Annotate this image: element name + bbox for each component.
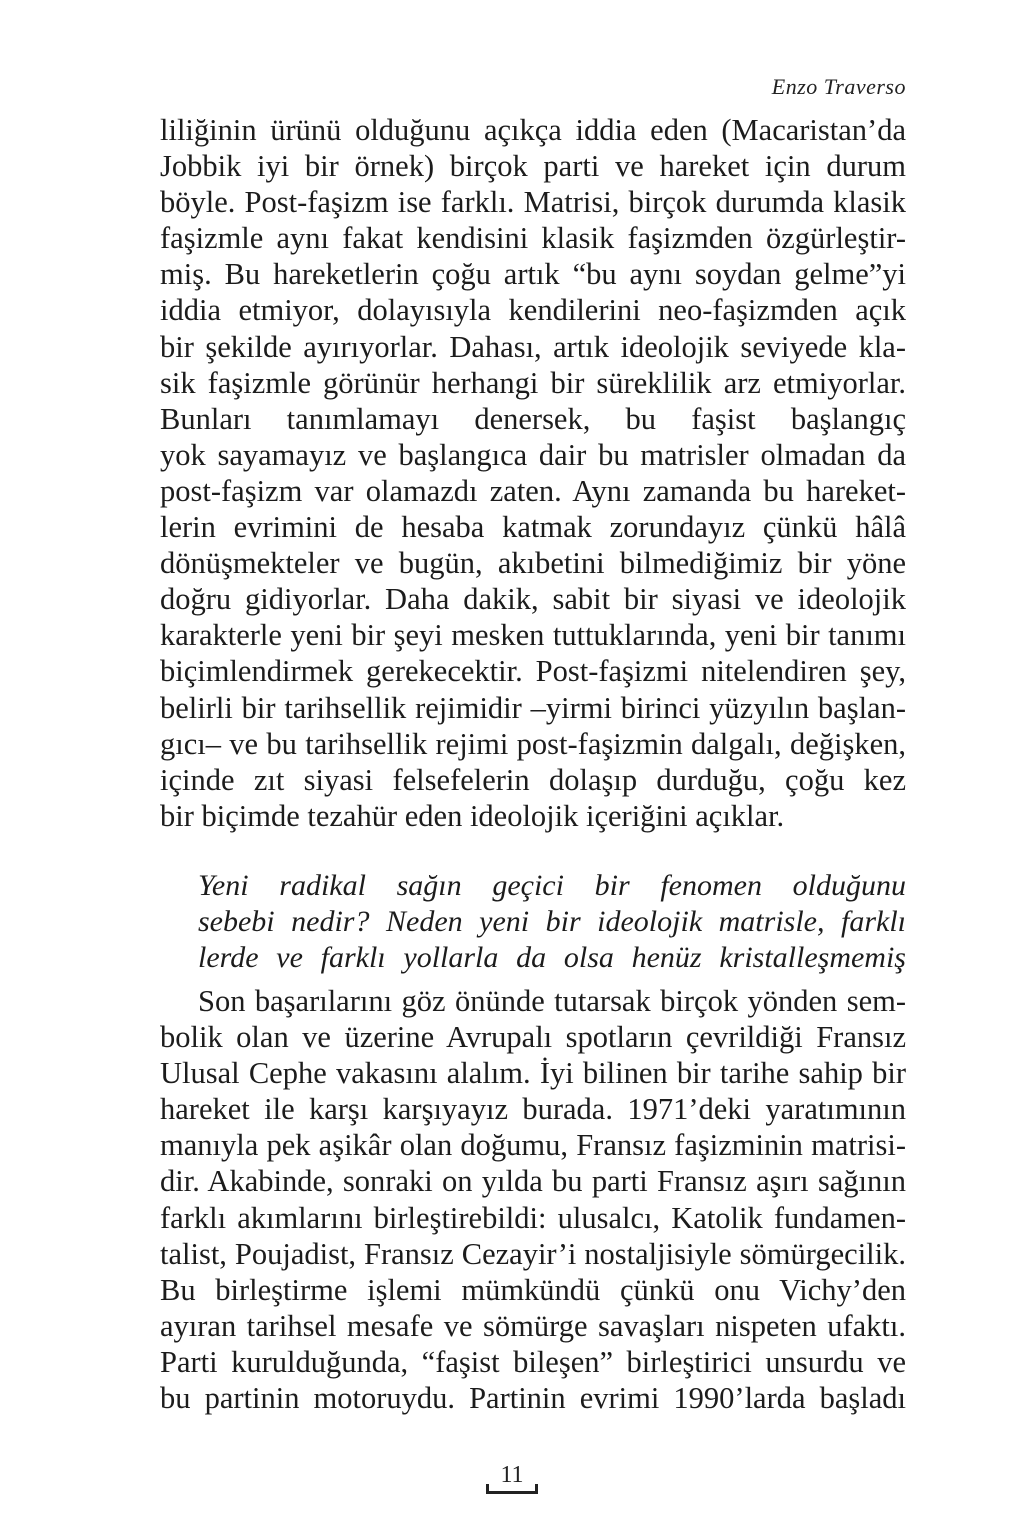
page-number: 11: [486, 1462, 537, 1494]
text-line: Bunları tanımlamayı denersek, bu faşist başlangıç: [160, 401, 906, 436]
text-line: talist, Poujadist, Fransız Cezayir’i nostaljisiyle sömürgecilik.: [160, 1236, 906, 1271]
text-line: manıyla pek aşikâr olan doğumu, Fransız faşizminin matrisi-: [160, 1128, 906, 1163]
text-line: ayıran tarihsel mesafe ve sömürge savaşları nispeten ufaktı.: [160, 1308, 906, 1343]
page-number-footer: [0, 1462, 1024, 1494]
text-line: Ulusal Cephe vakasını alalım. İyi bilinen bir tarihe sahip bir: [160, 1056, 906, 1091]
text-line: faşizmle aynı fakat kendisini klasik faşizmden özgürleştir-: [160, 221, 906, 256]
text-line: içinde zıt siyasi felsefelerin dolaşıp durduğu, çoğu kez: [160, 762, 906, 797]
text-line: gıcı– ve bu tarihsellik rejimi post-faşizmin dalgalı, değişken,: [160, 726, 906, 761]
text-line: miş. Bu hareketlerin çoğu artık “bu aynı soydan gelme”yi: [160, 257, 906, 292]
body-paragraph-2: [160, 983, 906, 1416]
text-line: bolik olan ve üzerine Avrupalı spotların çevrildiği Fransız: [160, 1020, 906, 1055]
text-line: sik faşizmle görünür herhangi bir süreklilik arz etmiyorlar.: [160, 365, 906, 400]
text-line: hareket ile karşı karşıyayız burada. 1971’deki yaratımının: [160, 1092, 906, 1127]
text-line: doğru gidiyorlar. Daha dakik, sabit bir siyasi ve ideolojik: [160, 582, 906, 617]
running-header-author: Enzo Traverso: [771, 74, 906, 99]
text-line: Son başarılarını göz önünde tutarsak birçok yönden sem-: [198, 984, 906, 1018]
text-line: Bu birleştirme işlemi mümkündü çünkü onu Vichy’den: [160, 1272, 906, 1307]
interview-question: [198, 868, 906, 976]
text-line: Jobbik iyi bir örnek) birçok parti ve hareket için durum: [160, 149, 906, 184]
text-line: bu partinin motoruydu. Partinin evrimi 1990’larda başladı: [160, 1381, 906, 1416]
text-line: farklı akımlarını birleştirebildi: ulusalcı, Katolik fundamen-: [160, 1200, 906, 1235]
question-line: lerde ve farklı yollarla da olsa henüz kristalleşmemiş: [198, 941, 906, 975]
text-line: biçimlendirmek gerekecektir. Post-faşizmi nitelendiren şey,: [160, 654, 906, 689]
text-line: post-faşizm var olamazdı zaten. Aynı zamanda bu hareket-: [160, 473, 906, 508]
text-line: bir şekilde ayırıyorlar. Dahası, artık ideolojik seviyede kla-: [160, 329, 906, 364]
text-line: dönüşmekteler ve bugün, akıbetini bilmediğimiz bir yöne: [160, 546, 906, 581]
text-line: böyle. Post-faşizm ise farklı. Matrisi, birçok durumda klasik: [160, 185, 906, 220]
text-line: Parti kurulduğunda, “faşist bileşen” birleştirici unsurdu ve: [160, 1344, 906, 1379]
question-line: Yeni radikal sağın geçici bir fenomen olduğunu: [198, 869, 906, 902]
text-line: dir. Akabinde, sonraki on yılda bu parti Fransız aşırı sağının: [160, 1164, 906, 1199]
text-line: bir biçimde tezahür eden ideolojik içeriğini açıklar.: [160, 798, 785, 833]
text-line: karakterle yeni bir şeyi mesken tuttuklarında, yeni bir tanımı: [160, 618, 906, 653]
text-line: belirli bir tarihsellik rejimidir –yirmi birinci yüzyılın başlan-: [160, 690, 906, 725]
text-line: lerin evrimini de hesaba katmak zorundayız çünkü hâlâ: [160, 510, 906, 545]
text-line: yok sayamayız ve başlangıca dair bu matrisler olmadan da: [160, 437, 906, 472]
question-line: sebebi nedir? Neden yeni bir ideolojik matrisle, farklı: [198, 905, 906, 939]
text-line: iddia etmiyor, dolayısıyla kendilerini neo-faşizmden açık: [160, 293, 906, 328]
text-line: liliğinin ürünü olduğunu açıkça iddia eden (Macaristan’da: [160, 113, 906, 147]
body-paragraph-1: [160, 112, 906, 834]
